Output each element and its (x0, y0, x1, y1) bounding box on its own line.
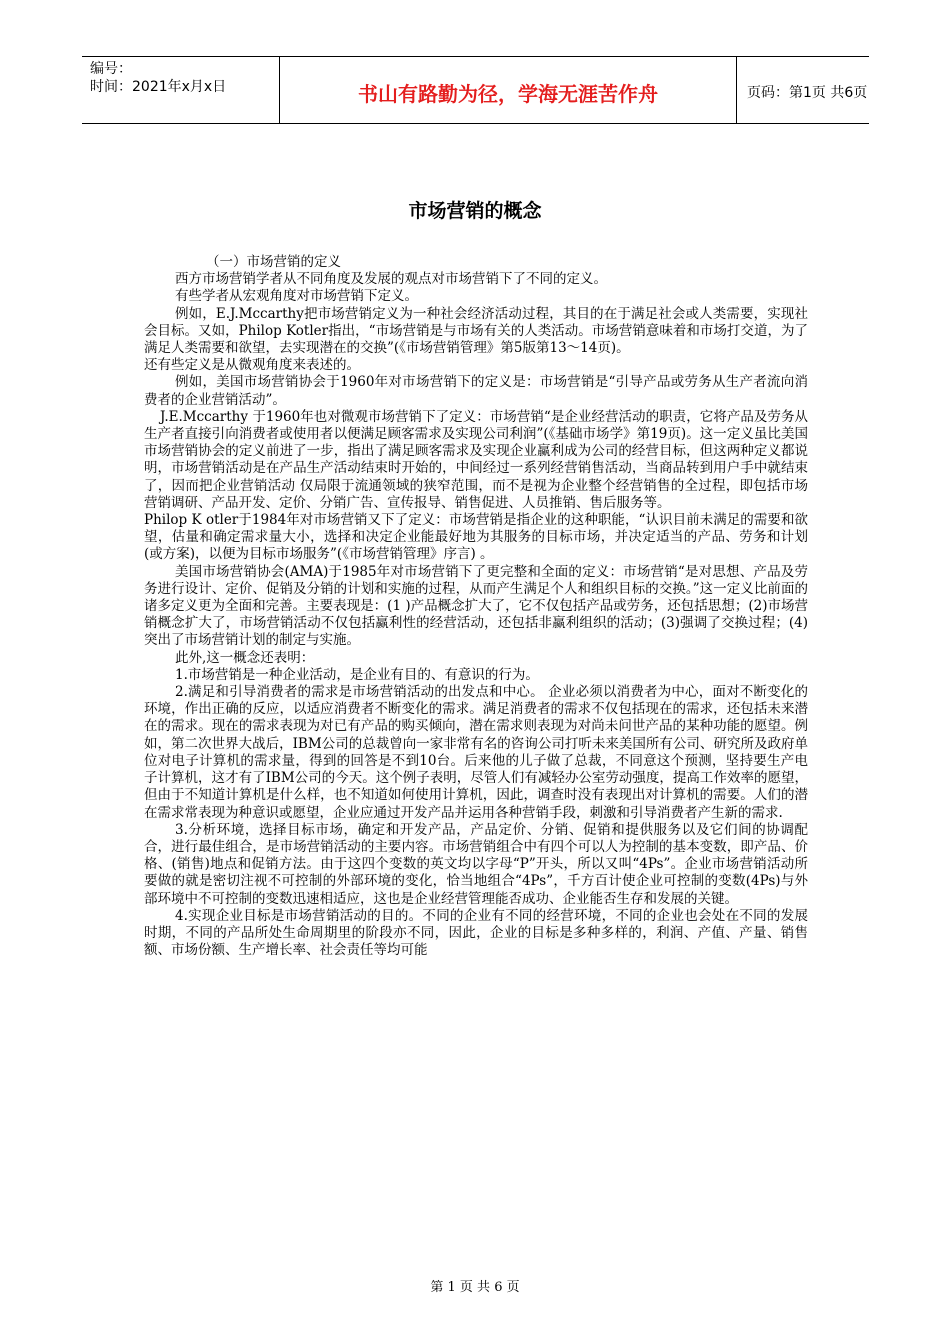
body-paragraph: 还有些定义是从微观角度来表述的。 (144, 357, 360, 374)
body-paragraph: 此外,这一概念还表明： (175, 649, 315, 666)
header-motto: 书山有路勤为径，学海无涯苦作舟 (358, 81, 658, 106)
header-page-cell (737, 57, 869, 123)
header-page-info: 页码：第1页 共6页 (747, 85, 868, 101)
document-number-label: 编号： (90, 61, 132, 77)
list-item: 2.满足和引导消费者的需求是市场营销活动的出发点和中心。 企业必须以消费者为中心，面对不断变化的环境，作出正确的反应，以适应消费者不断变化的需求。满足消费者的需求不仅包括现在的需求，还包括未来潜在的需求。现在的需求表现为对已有产品的购买倾向，潜在需求则表现为对尚未问世产品的某种功能的愿望。例如，第二次世界大战后，IBM公司的总裁曾向一家非常有名的咨询公司打听未来美国所有公司、研究所及政府单位对电子计算机的需求量，得到的回答是不到10台。后来他的儿子做了总裁，不同意这个预测，坚持要生产电子计算机，这才有了IBM公司的今天。这个例子表明，尽管人们有减轻办公室劳动强度，提高工作效率的愿望，但由于不知道计算机是什么样，也不知道如何使用计算机，因此，调查时没有表现出对计算机的需要。人们的潜在需求常表现为种意识或愿望，企业应通过开发产品并运用各种营销手段，刺激和引导消费者产生新的需求. (144, 684, 808, 821)
document-title: 市场营销的概念 (408, 200, 542, 222)
header-motto-cell (280, 57, 737, 123)
document-body (144, 254, 808, 959)
page-footer: 第 1 页 共 6 页 (430, 1280, 520, 1295)
body-paragraph: 有些学者从宏观角度对市场营销下定义。 (175, 288, 418, 305)
page-header (82, 56, 869, 124)
list-item: 4.实现企业目标是市场营销活动的目的。不同的企业有不同的经营环境，不同的企业也会处在不同的发展时期，不同的产品所处生命周期里的阶段亦不同，因此，企业的目标是多种多样的，利润、产值、产量、销售额、市场份额、生产增长率、社会责任等均可能 (144, 907, 808, 959)
body-paragraph: 美国市场营销协会(AMA)于1985年对市场营销下了更完整和全面的定义：市场营销“是对思想、产品及劳务进行设计、定价、促销及分销的计划和实施的过程，从而产生满足个人和组织目标的交换。”这一定义比前面的诸多定义更为全面和完善。主要表现是：(1 )产品概念扩大了，它不仅包括产品或劳务，还包括思想；(2)市场营销概念扩大了，市场营销活动不仅包括赢利性的经营活动，还包括非赢利组织的活动；(3)强调了交换过程；(4)突出了市场营销计划的制定与实施。 (144, 563, 808, 649)
section-heading: （一）市场营销的定义 (206, 254, 341, 270)
body-paragraph: 例如，E.J.Mccarthy把市场营销定义为一种社会经济活动过程，其目的在于满足社会或人类需要，实现社会目标。又如，Philop Kotler指出，“市场营销是与市场有关的人类活动。市场营销意味着和市场打交道，为了满足人类需要和欲望，去实现潜在的交换”(《市场营销管理》第5版第13～14页)。 (144, 305, 808, 357)
list-item: 1.市场营销是一种企业活动，是企业有目的、有意识的行为。 (175, 666, 539, 683)
document-time-label: 时间：2021年x月x日 (90, 79, 227, 95)
body-paragraph: J.E.Mccarthy 于1960年也对微观市场营销下了定义：市场营销“是企业经营活动的职责，它将产品及劳务从生产者直接引向消费者或使用者以便满足顾客需求及实现公司利润”(《基础市场学》第19页)。这一定义虽比美国市场营销协会的定义前进了一步，指出了满足顾客需求及实现企业赢利成为公司的经营目标，但这两种定义都说明，市场营销活动是在产品生产活动结束时开始的，中间经过一系列经营销售活动，当商品转到用户手中就结束了，因而把企业营销活动 仅局限于流通领域的狭窄范围，而不是视为企业整个经营销售的全过程，即包括市场营销调研、产品开发、定价、分销广告、宣传报导、销售促进、人员推销、售后服务等。 (144, 408, 808, 511)
header-meta-cell (82, 57, 280, 123)
body-paragraph: 西方市场营销学者从不同角度及发展的观点对市场营销下了不同的定义。 (175, 271, 607, 288)
body-paragraph: 例如，美国市场营销协会于1960年对市场营销下的定义是：市场营销是“引导产品或劳务从生产者流向消费者的企业营销活动”。 (144, 374, 808, 408)
list-item: 3.分析环境，选择目标市场，确定和开发产品，产品定价、分销、促销和提供服务以及它们间的协调配合，进行最佳组合，是市场营销活动的主要内容。市场营销组合中有四个可以人为控制的基本变数，即产品、价格、(销售)地点和促销方法。由于这四个变数的英文均以字母“P”开头，所以又叫“4Ps”。企业市场营销活动所要做的就是密切注视不可控制的外部环境的变化，恰当地组合“4Ps”，千方百计使企业可控制的变数(4Ps)与外部环境中不可控制的变数迅速相适应，这也是企业经营管理能否成功、企业能否生存和发展的关键。 (144, 821, 808, 907)
body-paragraph: Philop K otler于1984年对市场营销又下了定义：市场营销是指企业的这种职能，“认识目前未满足的需要和欲望，估量和确定需求量大小，选择和决定企业能最好地为其服务的目标市场，并决定适当的产品、劳务和计划(或方案)，以便为目标市场服务”(《市场营销管理》序言) 。 (144, 512, 808, 563)
